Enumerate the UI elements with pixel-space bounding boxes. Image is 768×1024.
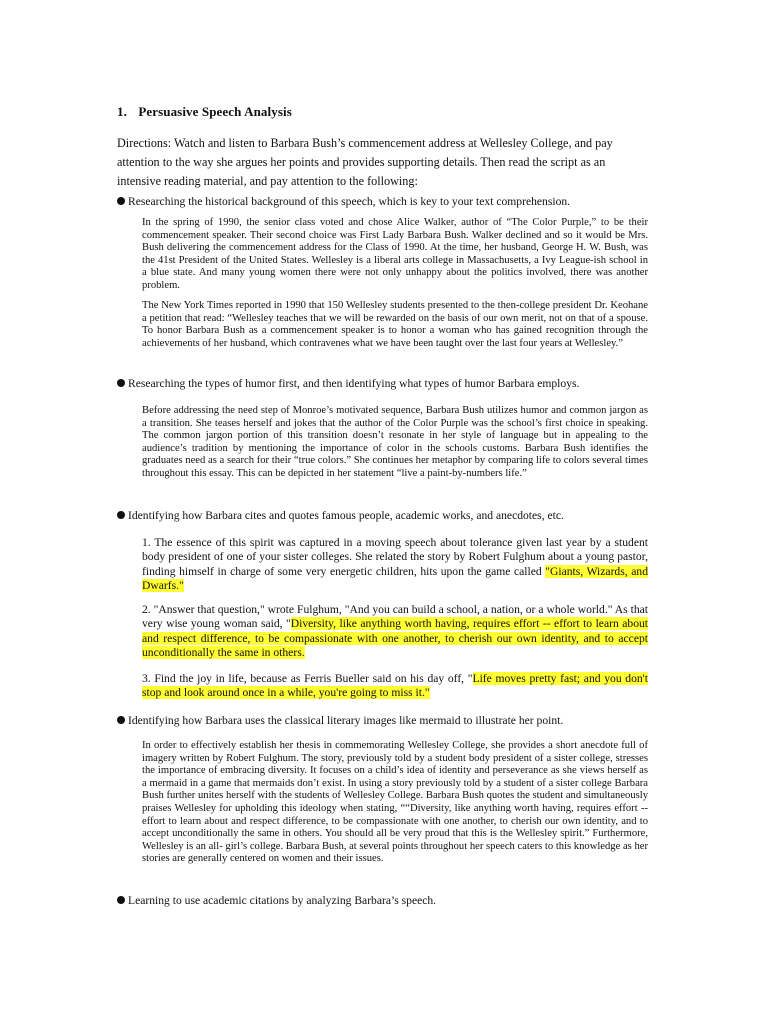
quote-1-text: 1. The essence of this spirit was captured in a moving speech about tolerance given last year by a student body president of one of your sister colleges. She related the story by Robert Fulghum about a young pastor, finding himself in charge of some very energetic children, hits upon the game called	[142, 536, 648, 578]
quote-1-highlight: "Giants, Wizards, and Dwarfs."	[142, 564, 648, 593]
bullet-item	[117, 714, 563, 728]
bullet-item	[117, 509, 564, 523]
bullet-item	[117, 894, 436, 908]
quote-1	[142, 536, 648, 594]
paragraph-background-1: In the spring of 1990, the senior class voted and chose Alice Walker, author of “The Color Purple,” to be their commencement speaker. Their second choice was First Lady Barbara Bush. Walker declined and so it would be Mrs. Bush delivering the commencement address for the Class of 1990. At the time, her husband, George H. W. Bush, was the 41st President of the United States. Wellesley is a liberal arts college in Massachusetts, a Ivy League-ish school in a blue state. And many young women there were not only unhappy about the politics involved, there was another problem.	[142, 217, 648, 291]
bullet-icon	[117, 896, 125, 904]
quote-3-highlight: Life moves pretty fast; and you don't stop and look around once in a while, you're going to miss it."	[142, 672, 648, 700]
heading-title: Persuasive Speech Analysis	[138, 104, 292, 119]
bullet-text: Learning to use academic citations by analyzing Barbara’s speech.	[128, 894, 437, 907]
bullet-icon	[117, 511, 125, 519]
section-heading	[117, 104, 292, 120]
quote-2	[142, 603, 648, 661]
paragraph-humor: Before addressing the need step of Monroe’s motivated sequence, Barbara Bush utilizes humor and common jargon as a transition. She teases herself and jokes that the author of the Color Purple was the school’s first choice in speaking. The common jargon portion of this transition doesn’t resonate in her style of language but in appealing to the audience’s tradition by mentioning the importance of color in the schools customs. Barbara Bush identifies the graduates need as a search for their “true colors.” She continues her metaphor by comparing life to colors several times throughout this essay. This can be depicted in her statement “live a paint-by-numbers life.”	[142, 405, 648, 479]
bullet-icon	[117, 716, 125, 724]
bullet-text: Researching the types of humor first, and then identifying what types of humor Barbara employs.	[128, 377, 580, 390]
bullet-icon	[117, 197, 125, 205]
quote-3-text: 3. Find the joy in life, because as Ferris Bueller said on his day off, "	[142, 672, 473, 685]
quote-3	[142, 672, 648, 701]
paragraph-background-2: The New York Times reported in 1990 that 150 Wellesley students presented to the then-college president Dr. Keohane a petition that read: “Wellesley teaches that we will be rewarded on the basis of our own merit, not on that of a spouse. To honor Barbara Bush as a commencement speaker is to honor a woman who has gained recognition through the achievements of her husband, which contravenes what we have been taught over the last four years at Wellesley.”	[142, 300, 648, 349]
directions-text: Directions: Watch and listen to Barbara Bush’s commencement address at Wellesley College, and pay attention to the way she argues her points and provides supporting details. Then read the script as an intensive reading material, and pay attention to the following:	[117, 136, 613, 188]
bullet-text: Identifying how Barbara uses the classical literary images like mermaid to illustrate her point.	[128, 714, 564, 727]
bullet-item	[117, 195, 570, 209]
bullet-item	[117, 377, 579, 391]
bullet-text: Researching the historical background of this speech, which is key to your text comprehension.	[128, 195, 571, 208]
paragraph-mermaid: In order to effectively establish her thesis in commemorating Wellesley College, she provides a short anecdote full of imagery written by Robert Fulghum. The story, previously told by a student body president of a sister college, stresses the importance of embracing diversity. It focuses on a child’s idea of identity and perseverance as she views herself as a mermaid in a game that mermaids don’t exist. In using a story previously told by a student of a sister college Barbara Bush further unites herself with the students of Wellesley College. Barbara Bush quotes the student and simultaneously praises Wellesley for upholding this ideology when stating, ““Diversity, like anything worth having, requires effort -- effort to learn about and respect difference, to be compassionate with one another, to cherish our own identity, and to accept unconditionally the same in others. You should all be very proud that this is the Wellesley spirit.” Furthermore, Wellesley is an all- girl’s college. Barbara Bush, at several points throughout her speech caters to this knowledge as her stories are generally centered on women and their issues.	[142, 740, 648, 865]
quote-2-highlight: Diversity, like anything worth having, requires effort -- effort to learn about and respect difference, to be compassionate with one another, to cherish our own identity, and to accept unconditionally the same in others.	[142, 617, 649, 660]
bullet-text: Identifying how Barbara cites and quotes famous people, academic works, and anecdotes, etc.	[128, 509, 564, 522]
bullet-icon	[117, 379, 125, 387]
heading-number: 1.	[117, 104, 127, 119]
quote-2-text: 2. "Answer that question," wrote Fulghum, "And you can build a school, a nation, or a whole world." As that very wise young woman said, "	[142, 603, 648, 631]
